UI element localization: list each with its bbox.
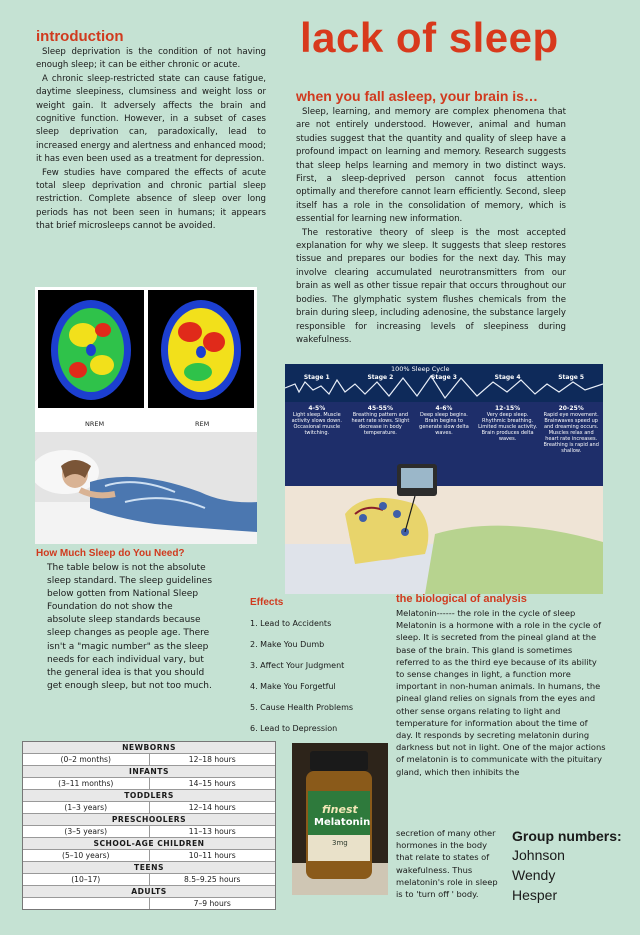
intro-text [36,46,266,234]
bio-text: Melatonin------ the role in the cycle of sleep Melatonin is a hormone with a role in the cycle of sleep. It is secreted from the pineal gland at the base of the brain. This gland is sometimes referred to as the third eye because of its ability to sense changes in light, a function more important in non-human animals. In humans, the pineal gland relies on signals from the eyes and other sense organs relating to light and temperature for information about the time of day. It responds by secreting melatonin during darkness but not in light. One of the major actions of melatonin is to communicate with the pituitary gland, which then inhibits the [396,608,606,777]
cycle-stages [285,374,603,454]
intro-paragraph: Few studies have compared the effects of acute total sleep deprivation and chronic partial sleep restriction. Complete absence of sleep over long periods has not been seen in humans; it appears that brief microsleeps cannot be avoided. [36,167,266,232]
how-much-text: The table below is not the absolute sleep standard. The sleep guidelines below gotten from National Sleep Foundation do not show the absolute sleep standards because sleep changes as people age. There isn't a "magic number" as the sleep needs for each individual vary, but the general idea is that you should get enough sleep, but not too much. [47,563,213,691]
group-title: Group numbers: [512,828,622,844]
stage-name: Stage 3 [431,374,457,381]
stage-column [285,374,349,454]
intro-paragraph: Sleep deprivation is the condition of not having enough sleep; it can be either chronic or acute. [36,47,266,71]
stage-column [476,374,540,454]
table-row [23,754,275,766]
hours-cell: 7–9 hours [193,899,231,908]
brain-scan-figure [35,287,257,432]
effect-item: 2. Make You Dumb [250,640,325,649]
brain-paragraph: Sleep, learning, and memory are complex phenomena that are not entirely understood. However, animal and human studies suggest that the quantity and quality of sleep have a profound impact on learning and memory. Research suggests that sleep helps learning and memory in two distinct ways. First, a sleep-deprived person cannot focus attention optimally and therefore cannot learn efficiently. Second, sleep itself has a role in the consolidation of memory, which is essential for learning new information. [296,107,566,225]
group-member: Hesper [512,887,558,903]
stage-desc: Breathing pattern and heart rate slows. Slight decrease in body temperature. [351,412,410,436]
age-cell [23,898,150,909]
effects-heading: Effects [250,597,284,608]
intro-paragraph: A chronic sleep-restricted state can cause fatigue, daytime sleepiness, clumsiness and weight loss or weight gain. It adversely affects the brain and cognitive function. However, in a subset of cases sleep deprivation can, paradoxically, lead to increased energy and alertness and enhanced mood; it has even been used as a treatment for depression. [36,73,266,165]
group-member: Johnson [512,847,565,863]
age-cell: (3–5 years) [23,826,150,837]
effect-item: 3. Affect Your Judgment [250,661,345,670]
table-group-row: NEWBORNS [23,742,275,754]
table-group-row: SCHOOL-AGE CHILDREN [23,838,275,850]
stage-name: Stage 4 [494,374,521,381]
effect-item: 5. Cause Health Problems [250,703,354,712]
stage-percent: 20-25% [558,405,584,412]
table-row [23,802,275,814]
table-row [23,850,275,862]
stage-desc: Very deep sleep. Rhythmic breathing. Limited muscle activity. Brain produces delta waves. [478,412,538,442]
stage-column [412,374,476,454]
hours-cell: 12–18 hours [188,755,236,764]
sleeping-woman-photo [35,432,257,544]
stage-name: Stage 1 [303,374,330,381]
stage-percent: 12-15% [494,405,521,412]
stage-column [539,374,603,454]
stage-desc: Deep sleep begins. Brain begins to generate slow delta waves. [419,412,469,436]
stage-desc: Light sleep. Muscle activity slows down. Occasional muscle twitching. [291,412,343,436]
brain-paragraph: The restorative theory of sleep is the most accepted explanation for why we sleep. It suggests that sleep restores tissue and prepares our bodies for the next day. This may involve clearing accumulated neurotransmitters from our brain as well as other tissue repair that occurs throughout our bodies. The glymphatic system flushes chemicals from the brain during sleep, including adenosine, the substance largely responsible for increasing levels of sleepiness during wakefulness. [296,227,566,345]
effect-item: 6. Lead to Depression [250,724,338,733]
cycle-banner: 100% Sleep Cycle [391,365,450,373]
brain-text [296,106,566,347]
bio-text-end: secretion of many other hormones in the body that relate to states of wakefulness. Thus melatonin's role in sleep is to 'turn off ' body. [396,828,498,900]
stage-desc: Rapid eye movement. Brainwaves speed up and dreaming occurs. Muscles relax and heart rate increases. Breathing is rapid and shallow. [543,412,599,454]
age-cell: (3–11 months) [23,778,150,789]
table-group-row: TODDLERS [23,790,275,802]
table-row [23,778,275,790]
table-row [23,898,275,909]
group-member: Wendy [512,867,556,883]
bottle-dose: 3mg [332,839,348,847]
hours-cell: 12–14 hours [188,803,236,812]
hours-cell: 14–15 hours [188,779,236,788]
effect-item: 4. Make You Forgetful [250,682,336,691]
bio-heading: the biological of analysis [396,593,527,605]
stage-name: Stage 2 [367,374,394,381]
stage-name: Stage 5 [558,374,585,381]
table-group-row: TEENS [23,862,275,874]
stage-percent: 45-55% [367,405,393,412]
table-group-row: PRESCHOOLERS [23,814,275,826]
rem-scan-image [148,290,254,408]
age-cell: (1–3 years) [23,802,150,813]
age-cell: (5–10 years) [23,850,150,861]
bottle-brand: finest [322,803,358,816]
age-cell: (10–17) [23,874,150,885]
table-row [23,826,275,838]
sleep-cycle-infographic [285,364,603,594]
sleep-hours-table [22,741,276,910]
hours-cell: 8.5–9.25 hours [183,875,241,884]
stage-column [349,374,413,454]
how-much-heading: How Much Sleep do You Need? [36,548,185,559]
effect-item: 1. Lead to Accidents [250,619,332,628]
table-row [23,874,275,886]
brain-heading: when you fall asleep, your brain is… [296,88,538,104]
table-group-row: INFANTS [23,766,275,778]
hours-cell: 10–11 hours [188,851,236,860]
bottle-product: Melatonin [314,817,371,828]
hours-cell: 11–13 hours [188,827,236,836]
nrem-label: NREM [85,420,105,428]
table-group-row: ADULTS [23,886,275,898]
nrem-scan-image [38,290,144,408]
stage-percent: 4-6% [435,405,453,412]
intro-heading: introduction [36,28,124,45]
melatonin-bottle-photo [292,743,388,895]
rem-label: REM [195,420,210,428]
stage-percent: 4-5% [308,405,326,412]
age-cell: (0–2 months) [23,754,150,765]
poster-title: lack of sleep [300,14,559,61]
